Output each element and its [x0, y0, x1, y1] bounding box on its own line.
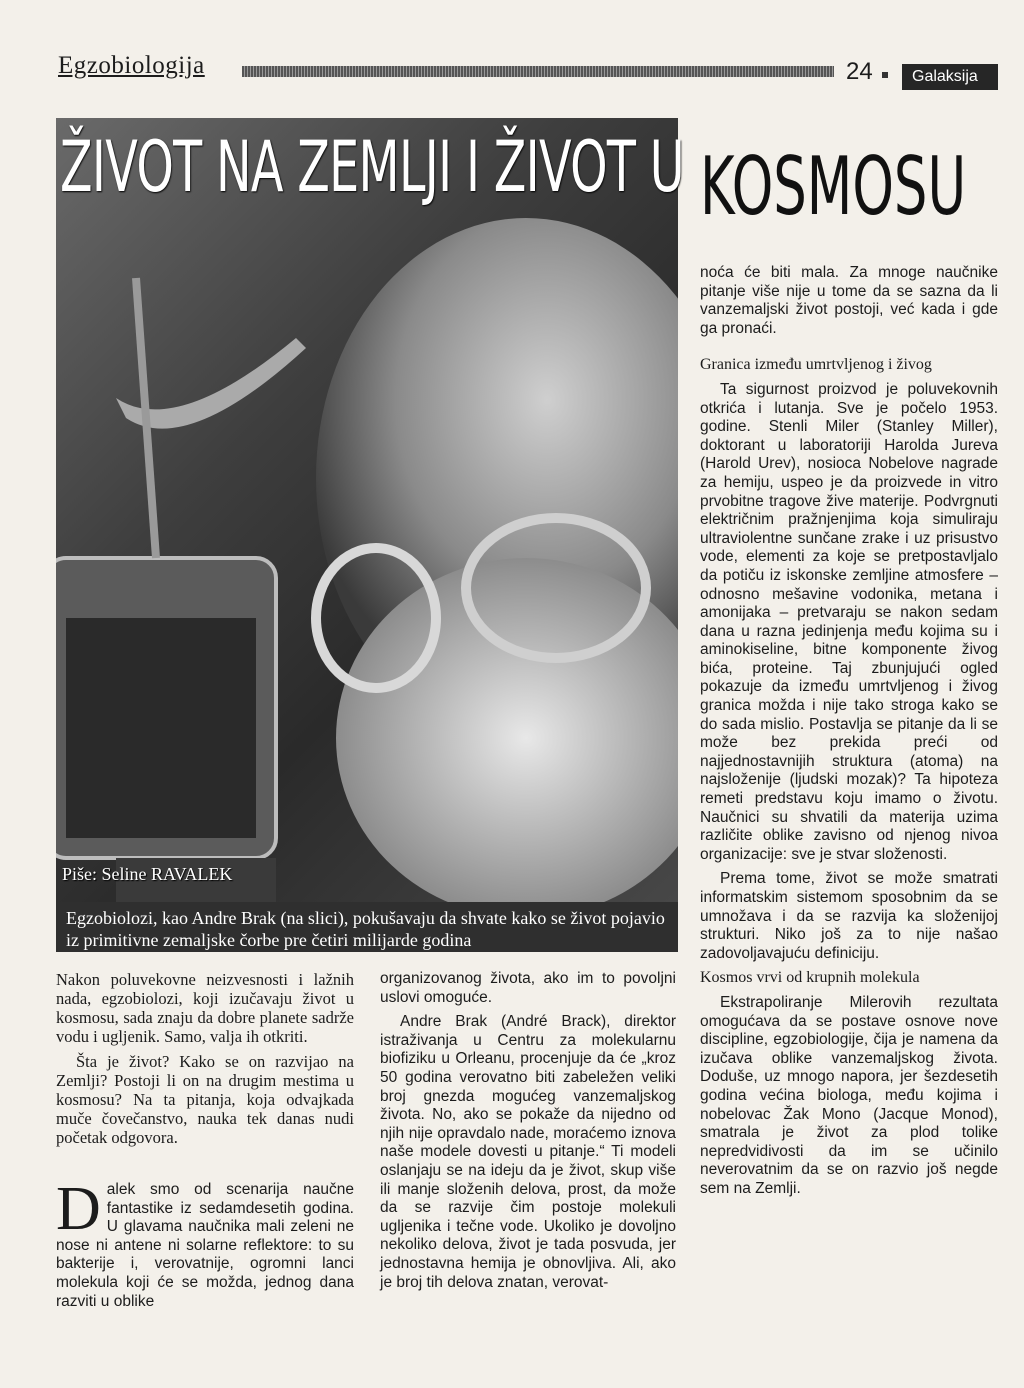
header-separator-dot [882, 72, 888, 78]
subhead-kosmos: Kosmos vrvi od krupnih molekula [700, 969, 920, 987]
col3-paragraph-1: Ta sigurnost proizvod je poluvekovnih otkrića i lutanja. Sve je počelo 1953. godine. Stenli Miler (Stanley Miller), doktorant u laboratoriji Harolda Jureva (Harold Urev), nosioca Nobelove nagrade za hemiju, uspeo je da proizvede in vitro prvobitne tragove žive materije. Podvrgnuti električnim pražnjenjima koja simuliraju ultraviolentne sunčane zrake i uz prisustvo vode, elementi za koje se pretpostavljalo da potiču iz iskonske zemljine atmosfere – odnosno mešavine vodonika, metana i amonijaka – pretvaraju se nakon sedam dana u razna jedinjenja među kojima su i aminokiseline, bitne komponente živog bića, proteine. Taj zbunjujući ogled pokazuje da između umrtvljenog i živog granica možda i nije tako stroga kako se do sada mislio. Postavlja se pitanje da li se može bez prekida preći od najjednostavnijih struktura (atoma) na najsloženije (ljudski mozak)? Ta hipoteza remeti predstavu koju imamo o životu. Naučnici su shvatili da materija uzima različite oblike zavisno od njenog nivoa organizacije: sve je stvar složenosti. [700, 380, 998, 863]
scientist-photo-illustration [56, 118, 684, 950]
lead-paragraph-2: Šta je život? Kako se on razvijao na Zemlji? Postoji li on na drugim mestima u kosmosu? Na ta pitanja, koja odvajkada muče čovečanstvo, nauka tek danas nudi početak odgovora. [56, 1052, 354, 1147]
body-paragraph [56, 1175, 354, 1311]
col2-paragraph-2: Andre Brak (André Brack), direktor istraživanja u Centru za molekularnu biofiziku u Orleanu, procenjuje da će „kroz 50 godina verovatno biti zabeležen veliki broj gnezda mogućeg vanzemaljskog života. No, ako se pokaže da nijedno od njih nije opravdalo nade, moraćemo iznova naše modele dovesti u pitanje.“ Ti modeli oslanjaju se na ideju da je život, skup više ili manje složenih delova, prost, da može da se razvije čim postoje molekuli ugljenika i tečne vode. Ukoliko je dovoljno nekoliko delova, život je tada posvuda, jer jednostavna hemija je obnovljiva. Ali, ako je broj tih delova znatan, verovat- [380, 1013, 676, 1291]
article-photo [56, 118, 684, 950]
photo-caption: Egzobiolozi, kao Andre Brak (na slici), pokušavaju da shvate kako se život pojavio iz primitivne zemaljske čorbe pre četiri milijarde godina [56, 902, 678, 952]
column-2 [380, 970, 676, 1298]
header-rule [242, 66, 834, 77]
col3-paragraph-3: Ekstrapoliranje Milerovih rezultata omogućava da se postave osnove nove discipline, egzobiologije, čija je namena da izučava oblike vanzemaljskog života. Doduše, uz mnogo napora, jer šezdesetih godina većina biologa, među kojima i nobelovac Žak Mono (Jacque Monod), smatrala je život za plod tolike nepredvidivosti da im se učinilo neverovatnim da se on razvio još negde sem na Zemlji. [700, 993, 998, 1197]
column-3 [700, 264, 998, 1205]
page-number: 24 [846, 58, 873, 85]
author-byline: Piše: Seline RAVALEK [62, 864, 233, 884]
col3-intro: noća će biti mala. Za mnoge naučnike pitanje više nije u tome da se sazna da li vanzemaljski život postoji, već kada i gde ga pronaći. [700, 264, 998, 337]
subhead-granica: Granica između umrtvljenog i živog [700, 356, 932, 374]
drop-cap: D [56, 1175, 101, 1243]
col2-paragraph-1: organizovanog života, ako im to povoljni uslovi omoguće. [380, 970, 676, 1006]
col3-paragraph-2: Prema tome, život se može smatrati informatskim sistemom sposobnim da se umnožava i da se razvija ka složenijoj strukturi. Niko još za to nije našao zadovoljavajuću definiciju. [700, 870, 998, 962]
section-title: Egzobiologija [58, 52, 205, 79]
column-1 [56, 970, 354, 1317]
lead-paragraph-1: Nakon poluvekovne neizvesnosti i lažnih nada, egzobiolozi, koji izučavaju život u kosmosu, sada znaju da dobre planete sadrže vodu i ugljenik. Samo, valja ih otkriti. [56, 970, 354, 1046]
magazine-badge: Galaksija [902, 64, 998, 90]
body-text: alek smo od scenarija naučne fantastike iz sedamdesetih godina. U glavama naučnika mali zeleni ne nose ni antene ni solarne reflektore: to su bakterije i, verovatnije, ogromni lanci molekula koji će se možda, jednog dana razviti u oblike [56, 1181, 354, 1310]
article-title-part1: ŽIVOT NA ZEMLJI I ŽIVOT U [60, 126, 684, 208]
article-title-part2: KOSMOSU [700, 140, 967, 233]
